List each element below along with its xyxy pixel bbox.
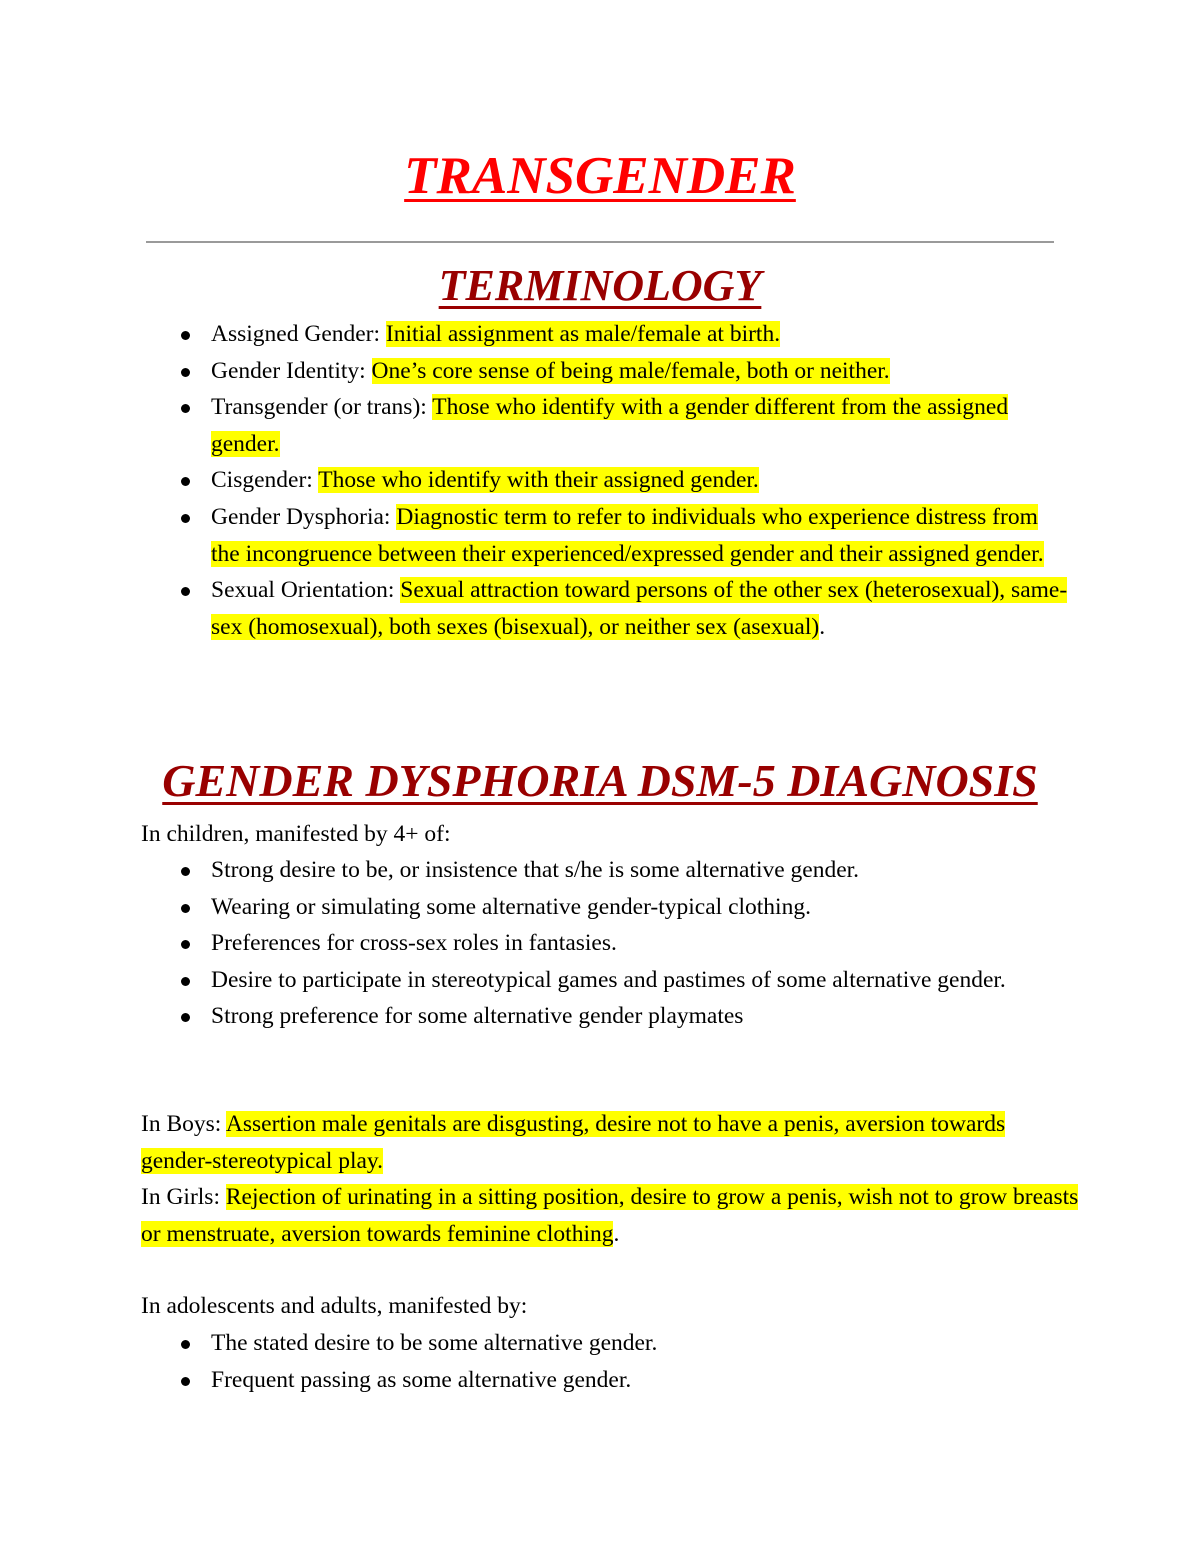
bullet-icon (181, 331, 190, 340)
girls-paragraph (141, 1179, 1081, 1252)
list-item (0, 462, 1200, 499)
list-item (0, 962, 1200, 999)
boys-label: In Boys: (141, 1111, 226, 1137)
girls-text-tail: . (613, 1220, 620, 1247)
list-item (0, 925, 1200, 962)
children-criteria-list (0, 852, 1200, 1035)
bullet-icon (181, 587, 190, 596)
term-definition: One’s core sense of being male/female, both or neither. (371, 357, 890, 384)
term-label: Gender Dysphoria: (211, 503, 397, 530)
list-item (0, 316, 1200, 353)
list-item (0, 1362, 1200, 1399)
list-item (0, 572, 1200, 645)
term-label: Gender Identity: (211, 357, 372, 384)
term-definition: Initial assignment as male/female at birth. (385, 321, 781, 347)
terminology-list (0, 316, 1200, 645)
boys-text: Assertion male genitals are disgusting, desire not to have a penis, aversion towards gender-stereotypical play. (141, 1111, 1006, 1174)
term-label: Cisgender: (211, 467, 319, 494)
term-definition-tail: . (819, 613, 826, 640)
criterion-text: Frequent passing as some alternative gender. (211, 1366, 632, 1393)
bullet-icon (181, 977, 190, 986)
children-intro: In children, manifested by 4+ of: (141, 821, 451, 847)
list-item (0, 499, 1200, 572)
list-item (0, 889, 1200, 926)
list-item (0, 852, 1200, 889)
boys-paragraph (141, 1106, 1081, 1179)
criterion-text: Preferences for cross-sex roles in fantasies. (211, 930, 617, 957)
bullet-icon (181, 477, 190, 486)
bullet-icon (181, 1377, 190, 1386)
term-definition: Those who identify with a gender different from the assigned gender. (211, 394, 1009, 457)
bullet-icon (181, 514, 190, 523)
criterion-text: Strong preference for some alternative gender playmates (211, 1003, 744, 1030)
term-definition: Sexual attraction toward persons of the other sex (heterosexual), same-sex (homosexual), both sexes (bisexual), or neither sex (asexual) (211, 577, 1068, 640)
list-item (0, 998, 1200, 1035)
list-item (0, 353, 1200, 390)
bullet-icon (181, 867, 190, 876)
girls-label: In Girls: (141, 1184, 226, 1210)
term-label: Assigned Gender: (211, 321, 386, 347)
adults-criteria-list (0, 1325, 1200, 1398)
term-label: Sexual Orientation: (211, 577, 401, 604)
bullet-icon (181, 904, 190, 913)
criterion-text: Strong desire to be, or insistence that s/he is some alternative gender. (211, 857, 860, 883)
term-definition: Diagnostic term to refer to individuals who experience distress from the incongruence between their experienced/expressed gender and their assigned gender. (211, 503, 1044, 567)
terminology-heading: TERMINOLOGY (438, 261, 762, 310)
list-item (0, 1325, 1200, 1362)
bullet-icon (181, 368, 190, 377)
adults-intro: In adolescents and adults, manifested by: (141, 1293, 528, 1319)
bullet-icon (181, 404, 190, 413)
bullet-icon (181, 940, 190, 949)
horizontal-rule (146, 241, 1054, 243)
term-definition: Those who identify with their assigned gender. (318, 467, 759, 494)
term-label: Transgender (or trans): (211, 394, 433, 421)
criterion-text: Wearing or simulating some alternative gender-typical clothing. (211, 893, 811, 920)
bullet-icon (181, 1340, 190, 1349)
girls-text: Rejection of urinating in a sitting position, desire to grow a penis, wish not to grow breasts or menstruate, aversion towards feminine clothing (141, 1184, 1079, 1247)
bullet-icon (181, 1013, 190, 1022)
dsm-heading: GENDER DYSPHORIA DSM-5 DIAGNOSIS (162, 755, 1038, 806)
criterion-text: The stated desire to be some alternative gender. (211, 1330, 658, 1356)
list-item (0, 389, 1200, 462)
document-title: TRANSGENDER (404, 147, 796, 205)
criterion-text: Desire to participate in stereotypical games and pastimes of some alternative gender. (211, 966, 1006, 993)
